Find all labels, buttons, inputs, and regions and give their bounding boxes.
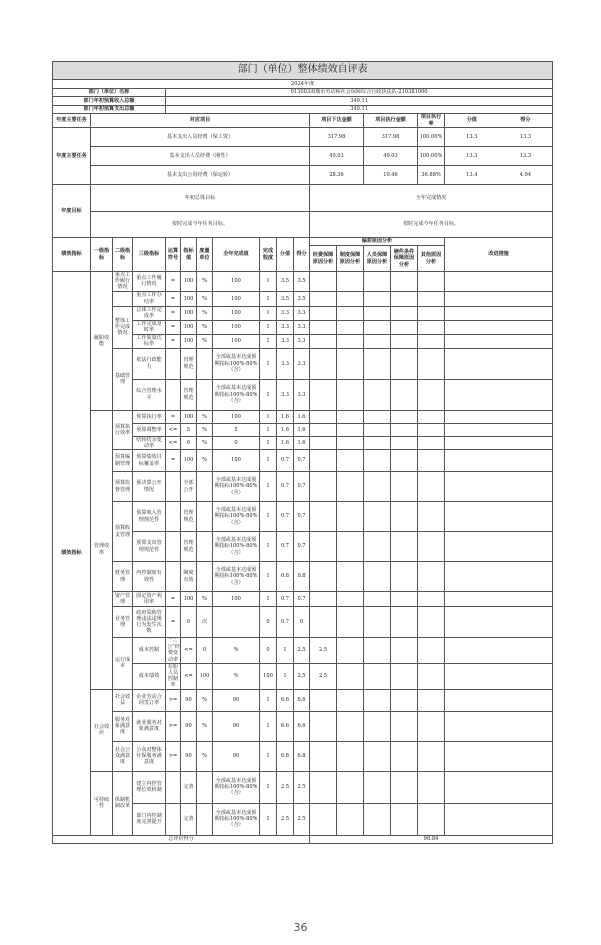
ind-unit bbox=[197, 532, 213, 562]
ind-score: 0.8 bbox=[294, 562, 310, 592]
ind-actual: 100 bbox=[213, 291, 260, 306]
task-rate: 100.00% bbox=[418, 128, 445, 147]
ind-header-l0: 绩效指标 bbox=[53, 238, 91, 272]
ind-ratio: 1 bbox=[260, 348, 277, 379]
ind-actual: 全部或基本达成预期指标100%-80%（含） bbox=[213, 771, 260, 803]
evaluation-sheet bbox=[52, 61, 550, 844]
ind-actual: 0 bbox=[260, 638, 277, 664]
task-header-col0: 年度主要任务 bbox=[53, 114, 91, 128]
dept-name: 013003海城市劳动和社会保障综合行政执法队-210381000 bbox=[166, 88, 553, 97]
ind-weight: 0.7 bbox=[277, 532, 294, 562]
ind-unit: % bbox=[213, 638, 260, 664]
ind-score: 1.6 bbox=[294, 423, 310, 436]
task-executed: 317.98 bbox=[364, 128, 418, 147]
ind-actual: 全部或基本达成预期指标100%-80%（含） bbox=[213, 532, 260, 562]
ind-score: 0.7 bbox=[294, 592, 310, 607]
ind-ratio: 1 bbox=[260, 741, 277, 771]
ind-ratio: 1 bbox=[260, 771, 277, 803]
ind-val: 100 bbox=[197, 663, 213, 689]
ind-l3: 综合管理水平 bbox=[133, 379, 166, 410]
ind-val: 制度有效 bbox=[181, 562, 197, 592]
dept-label: 部门（单位）名称 bbox=[53, 88, 166, 97]
ind-l3: 预决算公开情况 bbox=[133, 472, 166, 502]
ind-ratio: 1 bbox=[277, 638, 294, 664]
ind-l3: 结转结余变动率 bbox=[133, 436, 166, 449]
ind-weight: 0.7 bbox=[277, 450, 294, 472]
ind-weight: 0.7 bbox=[277, 592, 294, 607]
ind-actual: 全部或基本达成预期指标100%-80%（含） bbox=[213, 562, 260, 592]
ind-l3: 工作质量达标率 bbox=[133, 334, 166, 348]
ind-ratio: 1 bbox=[260, 320, 277, 334]
ind-score: 6.6 bbox=[294, 689, 310, 711]
budget-income: 349.11 bbox=[166, 97, 553, 106]
ind-actual: 100 bbox=[213, 306, 260, 320]
ind-score: 0 bbox=[294, 607, 310, 638]
group-l2: 预算监督管理 bbox=[113, 472, 133, 502]
group-l1e: 可持续性 bbox=[91, 771, 113, 835]
group-l2: 整体工作完成情况 bbox=[113, 306, 133, 348]
ind-l3: 预算调整率 bbox=[133, 423, 166, 436]
group-l2: 成本绩效 bbox=[133, 663, 166, 689]
ind-actual: 100 bbox=[213, 334, 260, 348]
ind-val: 100 bbox=[181, 450, 197, 472]
ind-unit bbox=[197, 771, 213, 803]
table-title: 部门（单位）整体绩效自评表 bbox=[53, 62, 553, 80]
task-weight: 13.3 bbox=[466, 133, 478, 140]
ind-op bbox=[166, 502, 181, 532]
task-weight-score bbox=[445, 166, 553, 185]
ind-score: 3.3 bbox=[294, 334, 310, 348]
ind-score: 2.5 bbox=[310, 638, 337, 664]
ind-weight: 3.3 bbox=[277, 348, 294, 379]
ind-header-d5: 其他原因分析 bbox=[418, 246, 445, 272]
total-score: 90.84 bbox=[310, 835, 553, 843]
group-l2: 社会效益 bbox=[113, 689, 133, 711]
ind-op: = bbox=[166, 592, 181, 607]
task-project: 基本支出人员经费（刚性） bbox=[91, 147, 310, 166]
ind-actual: 100 bbox=[213, 320, 260, 334]
ind-weight: 0.7 bbox=[277, 472, 294, 502]
group-l2: 社会公众满意度 bbox=[113, 741, 133, 771]
task-project: 基本支出公用经费（保运转） bbox=[91, 166, 310, 185]
ind-score: 0.7 bbox=[294, 502, 310, 532]
ind-unit: 次 bbox=[197, 607, 213, 638]
ind-val: 90 bbox=[181, 689, 197, 711]
ind-ratio: 1 bbox=[260, 334, 277, 348]
goal-plan: 按时完成今年任务目标。 bbox=[91, 212, 310, 238]
group-l2: 服务对象满意度 bbox=[113, 711, 133, 741]
ind-unit: % bbox=[197, 334, 213, 348]
ind-val: 管理规范 bbox=[181, 502, 197, 532]
task-score: 13.3 bbox=[519, 133, 532, 140]
ind-score: 3.3 bbox=[294, 306, 310, 320]
ind-ratio: 1 bbox=[260, 410, 277, 423]
task-header-rate: 项目执行率 bbox=[418, 114, 445, 128]
group-l1b: 管理效率 bbox=[91, 410, 113, 689]
task-header-score: 得分 bbox=[520, 117, 531, 124]
budget-expense-label: 部门年初预算支出总额 bbox=[53, 105, 166, 114]
ind-ratio: 1 bbox=[260, 592, 277, 607]
ind-actual bbox=[213, 607, 260, 638]
ind-unit: % bbox=[213, 663, 260, 689]
budget-income-label: 部门年初预算收入总额 bbox=[53, 97, 166, 106]
ind-weight: 6.6 bbox=[277, 711, 294, 741]
ind-ratio: 1 bbox=[260, 306, 277, 320]
group-l2: 预算执行效率 bbox=[113, 410, 133, 449]
ind-val: 100 bbox=[181, 592, 197, 607]
task-weight-score bbox=[445, 128, 553, 147]
ind-unit: % bbox=[197, 423, 213, 436]
task-header-weight: 分值 bbox=[466, 117, 477, 124]
ind-val: 管理规范 bbox=[181, 532, 197, 562]
group-l2: 重点工作履行情况 bbox=[113, 272, 133, 292]
ind-score: 2.5 bbox=[310, 663, 337, 689]
ind-l3: 企业劳动合同签订率 bbox=[133, 689, 166, 711]
ind-val: 全部公开 bbox=[181, 472, 197, 502]
group-l2: 成本控制 bbox=[133, 638, 166, 664]
task-header-executed: 项目执行金额 bbox=[364, 114, 418, 128]
ind-ratio: 1 bbox=[260, 562, 277, 592]
ind-unit bbox=[197, 379, 213, 410]
ind-weight: 2.5 bbox=[294, 638, 310, 664]
ind-l3: 内控制度有效性 bbox=[133, 562, 166, 592]
ind-op: = bbox=[166, 607, 181, 638]
group-l2: 预算编制管理 bbox=[113, 450, 133, 472]
ind-unit bbox=[197, 472, 213, 502]
group-l1d: 社会效应 bbox=[91, 689, 113, 771]
total-label: 总评价得分 bbox=[53, 835, 310, 843]
ind-actual: 全部或基本达成预期指标100%-80%（含） bbox=[213, 379, 260, 410]
ind-ratio: 1 bbox=[260, 803, 277, 835]
ind-header-d2: 制度保障原因分析 bbox=[337, 246, 364, 272]
ind-val: 管理规范 bbox=[181, 348, 197, 379]
task-header-project: 对应项目 bbox=[91, 114, 310, 128]
task-project: 基本支出人员经费（保工资） bbox=[91, 128, 310, 147]
ind-weight: 3.3 bbox=[277, 334, 294, 348]
ind-weight: 0.8 bbox=[277, 562, 294, 592]
ind-op bbox=[166, 472, 181, 502]
goal-label: 年度目标 bbox=[53, 185, 91, 238]
ind-val: 100 bbox=[181, 306, 197, 320]
budget-expense: 349.11 bbox=[166, 105, 553, 114]
group-l2: 预算收支管理 bbox=[113, 502, 133, 562]
ind-op: >= bbox=[166, 711, 181, 741]
ind-header-d4: 硬件条件保障原因分析 bbox=[391, 246, 418, 272]
ind-l3: 预算收入管理规范性 bbox=[133, 502, 166, 532]
ind-header-actual: 全年完成值 bbox=[213, 238, 260, 272]
ind-unit: % bbox=[197, 306, 213, 320]
task-rate: 36.88% bbox=[418, 166, 445, 185]
group-l1c: 运行成本 bbox=[113, 638, 133, 690]
ind-actual: 100 bbox=[213, 450, 260, 472]
group-l0: 绩效指标 bbox=[53, 272, 91, 836]
ind-l3: 政府采购管理违法违规行为发生次数 bbox=[133, 607, 166, 638]
ind-actual: 5 bbox=[213, 423, 260, 436]
ind-actual: 100 bbox=[213, 272, 260, 292]
ind-unit: % bbox=[197, 592, 213, 607]
ind-weight: 3.3 bbox=[277, 320, 294, 334]
ind-weight: 6.6 bbox=[277, 689, 294, 711]
ind-val: 完善 bbox=[181, 771, 197, 803]
ind-op: <= bbox=[181, 638, 197, 664]
ind-weight: 0.7 bbox=[277, 607, 294, 638]
ind-l3: 工作完成及时率 bbox=[133, 320, 166, 334]
ind-op: = bbox=[166, 334, 181, 348]
ind-score: 2.5 bbox=[294, 771, 310, 803]
page-number: 36 bbox=[293, 921, 308, 934]
ind-op: = bbox=[166, 272, 181, 292]
ind-unit: % bbox=[197, 410, 213, 423]
ind-weight: 2.5 bbox=[277, 771, 294, 803]
ind-val: 100 bbox=[181, 410, 197, 423]
group-l2: 基础管理 bbox=[113, 348, 133, 410]
task-executed: 10.46 bbox=[364, 166, 418, 185]
ind-ratio: 1 bbox=[260, 379, 277, 410]
ind-l3: 部门内控制度完善提升 bbox=[133, 803, 166, 835]
ind-op: <= bbox=[166, 436, 181, 449]
task-issued: 317.98 bbox=[310, 128, 364, 147]
ind-weight: 1.6 bbox=[277, 423, 294, 436]
group-l2: 资产管理 bbox=[113, 592, 133, 607]
ind-header-ratio: 完成程度 bbox=[260, 238, 277, 272]
ind-ratio: 1 bbox=[260, 291, 277, 306]
ind-op bbox=[166, 532, 181, 562]
goal-done-header: 全年完成情况 bbox=[310, 185, 553, 212]
ind-actual: 90 bbox=[213, 689, 260, 711]
ind-l3: 依法行政能力 bbox=[133, 348, 166, 379]
ind-actual: 全部或基本达成预期指标100%-80%（含） bbox=[213, 502, 260, 532]
ind-unit: % bbox=[197, 450, 213, 472]
ind-op bbox=[166, 803, 181, 835]
ind-header-d3: 人员保障原因分析 bbox=[364, 246, 391, 272]
ind-unit: % bbox=[197, 711, 213, 741]
goal-done: 按时完成今年任务目标。 bbox=[310, 212, 553, 238]
ind-weight: 1.6 bbox=[277, 436, 294, 449]
ind-op: = bbox=[166, 320, 181, 334]
ind-weight: 3.3 bbox=[277, 379, 294, 410]
group-l1a: 履职效能 bbox=[91, 272, 113, 411]
ind-weight: 0.7 bbox=[277, 502, 294, 532]
group-l2 bbox=[113, 291, 133, 306]
ind-val: 0 bbox=[197, 638, 213, 664]
ind-score: 3.3 bbox=[294, 320, 310, 334]
ind-score: 0.7 bbox=[294, 472, 310, 502]
ind-ratio: 1 bbox=[260, 450, 277, 472]
ind-score: 2.5 bbox=[294, 803, 310, 835]
group-l2: 业务管理 bbox=[113, 607, 133, 638]
ind-unit: % bbox=[197, 272, 213, 292]
ind-op bbox=[166, 771, 181, 803]
ind-weight: 6.8 bbox=[277, 741, 294, 771]
ind-val: 0 bbox=[181, 436, 197, 449]
ind-l3: 建立内控管理长效机制 bbox=[133, 771, 166, 803]
ind-actual: 全部或基本达成预期指标100%-80%（含） bbox=[213, 472, 260, 502]
ind-l3: 预算绩效目标覆盖率 bbox=[133, 450, 166, 472]
ind-op: = bbox=[166, 410, 181, 423]
ind-ratio: 1 bbox=[260, 423, 277, 436]
ind-l3: 预算支出管理规范性 bbox=[133, 532, 166, 562]
ind-op bbox=[166, 562, 181, 592]
ind-l3: 在职人员控制率 bbox=[166, 663, 181, 689]
ind-score: 3.5 bbox=[294, 272, 310, 292]
ind-val: 100 bbox=[181, 320, 197, 334]
ind-unit: % bbox=[197, 689, 213, 711]
task-rate: 100.00% bbox=[418, 147, 445, 166]
ind-score: 0.7 bbox=[294, 450, 310, 472]
ind-ratio: 1 bbox=[260, 272, 277, 292]
ind-op: <= bbox=[181, 663, 197, 689]
ind-l3: 总体工作完成率 bbox=[133, 306, 166, 320]
ind-op: = bbox=[166, 291, 181, 306]
ind-val: 100 bbox=[181, 291, 197, 306]
ind-score: 6.6 bbox=[294, 711, 310, 741]
ind-header-d1: 经费保障原因分析 bbox=[310, 246, 337, 272]
ind-header-val: 指标值 bbox=[181, 238, 197, 272]
ind-ratio: 1 bbox=[277, 663, 294, 689]
task-score: 4.94 bbox=[519, 171, 532, 178]
ind-l3: 重点工作办结率 bbox=[133, 291, 166, 306]
task-issued: 49.03 bbox=[310, 147, 364, 166]
ind-actual: 90 bbox=[213, 741, 260, 771]
ind-weight: 2.5 bbox=[277, 803, 294, 835]
ind-header-l2: 二级指标 bbox=[113, 238, 133, 272]
ind-header-weight: 分值 bbox=[277, 238, 294, 272]
ind-unit: % bbox=[197, 291, 213, 306]
ind-actual: 100 bbox=[213, 410, 260, 423]
ind-val: 5 bbox=[181, 423, 197, 436]
ind-ratio: 1 bbox=[260, 689, 277, 711]
ind-weight: 2.5 bbox=[294, 663, 310, 689]
ind-score: 1.6 bbox=[294, 410, 310, 423]
task-score: 13.3 bbox=[519, 152, 532, 159]
ind-score: 0.7 bbox=[294, 532, 310, 562]
ind-unit bbox=[197, 803, 213, 835]
ind-score: 3.3 bbox=[294, 379, 310, 410]
ind-unit bbox=[197, 562, 213, 592]
ind-unit: % bbox=[197, 320, 213, 334]
ind-op: = bbox=[166, 450, 181, 472]
ind-header-op: 运算符号 bbox=[166, 238, 181, 272]
task-weight-score bbox=[445, 147, 553, 166]
group-l2: 体制机制改革 bbox=[113, 771, 133, 835]
ind-unit: % bbox=[197, 436, 213, 449]
ind-actual: 0 bbox=[213, 436, 260, 449]
ind-ratio: 1 bbox=[260, 532, 277, 562]
ind-l3: 公众对整体社保服务满意度 bbox=[133, 741, 166, 771]
ind-weight: 3.5 bbox=[277, 291, 294, 306]
ind-header-unit: 度量单位 bbox=[197, 238, 213, 272]
evaluation-table bbox=[52, 61, 553, 844]
ind-l3: 就业服务对象满意度 bbox=[133, 711, 166, 741]
ind-score: 1.6 bbox=[294, 436, 310, 449]
goal-plan-header: 年初总体目标 bbox=[91, 185, 310, 212]
ind-val: 完善 bbox=[181, 803, 197, 835]
task-executed: 49.03 bbox=[364, 147, 418, 166]
year: 2024年度 bbox=[53, 80, 553, 89]
ind-op: >= bbox=[166, 689, 181, 711]
ind-actual: 全部或基本达成预期指标100%-80%（含） bbox=[213, 348, 260, 379]
ind-val: 0 bbox=[181, 607, 197, 638]
ind-ratio: 1 bbox=[260, 502, 277, 532]
ind-val: 90 bbox=[181, 741, 197, 771]
task-label: 年度主要任务 bbox=[53, 128, 91, 185]
ind-l3: 预算执行率 bbox=[133, 410, 166, 423]
ind-val: 管理规范 bbox=[181, 379, 197, 410]
ind-op bbox=[166, 379, 181, 410]
task-header-issued: 项目下达金额 bbox=[310, 114, 364, 128]
ind-weight: 1.6 bbox=[277, 410, 294, 423]
ind-unit bbox=[197, 348, 213, 379]
ind-op bbox=[166, 348, 181, 379]
ind-val: 90 bbox=[181, 711, 197, 741]
ind-weight: 3.3 bbox=[277, 306, 294, 320]
ind-ratio: 1 bbox=[260, 436, 277, 449]
ind-ratio: 0 bbox=[260, 607, 277, 638]
ind-actual: 100 bbox=[213, 592, 260, 607]
ind-header-dev: 偏差原因分析 bbox=[310, 238, 445, 246]
task-weight: 13.3 bbox=[466, 152, 478, 159]
ind-header-score: 得分 bbox=[294, 238, 310, 272]
ind-l3: 重点工作履行情况 bbox=[133, 272, 166, 292]
ind-op: >= bbox=[166, 741, 181, 771]
ind-op: = bbox=[166, 306, 181, 320]
ind-header-l3: 三级指标 bbox=[133, 238, 166, 272]
task-header-weight-score bbox=[445, 114, 553, 128]
ind-header-fix: 改进措施 bbox=[445, 238, 553, 272]
ind-unit bbox=[197, 502, 213, 532]
ind-header-l1: 一级指标 bbox=[91, 238, 113, 272]
ind-score: 3.3 bbox=[294, 348, 310, 379]
ind-l3: “三公”经费变动率 bbox=[167, 638, 180, 663]
ind-val: 100 bbox=[181, 272, 197, 292]
ind-score: 6.8 bbox=[294, 741, 310, 771]
group-l2: 财务管理 bbox=[113, 562, 133, 592]
ind-ratio: 1 bbox=[260, 711, 277, 741]
ind-l3: 固定资产利用率 bbox=[133, 592, 166, 607]
ind-val: 100 bbox=[181, 334, 197, 348]
ind-ratio: 1 bbox=[260, 472, 277, 502]
ind-actual: 100 bbox=[260, 663, 277, 689]
ind-unit: % bbox=[197, 741, 213, 771]
ind-actual: 90 bbox=[213, 711, 260, 741]
task-weight: 13.4 bbox=[466, 171, 478, 178]
ind-score: 3.5 bbox=[294, 291, 310, 306]
task-issued: 28.36 bbox=[310, 166, 364, 185]
ind-op: <= bbox=[166, 423, 181, 436]
ind-weight: 3.5 bbox=[277, 272, 294, 292]
ind-actual: 全部或基本达成预期指标100%-80%（含） bbox=[213, 803, 260, 835]
